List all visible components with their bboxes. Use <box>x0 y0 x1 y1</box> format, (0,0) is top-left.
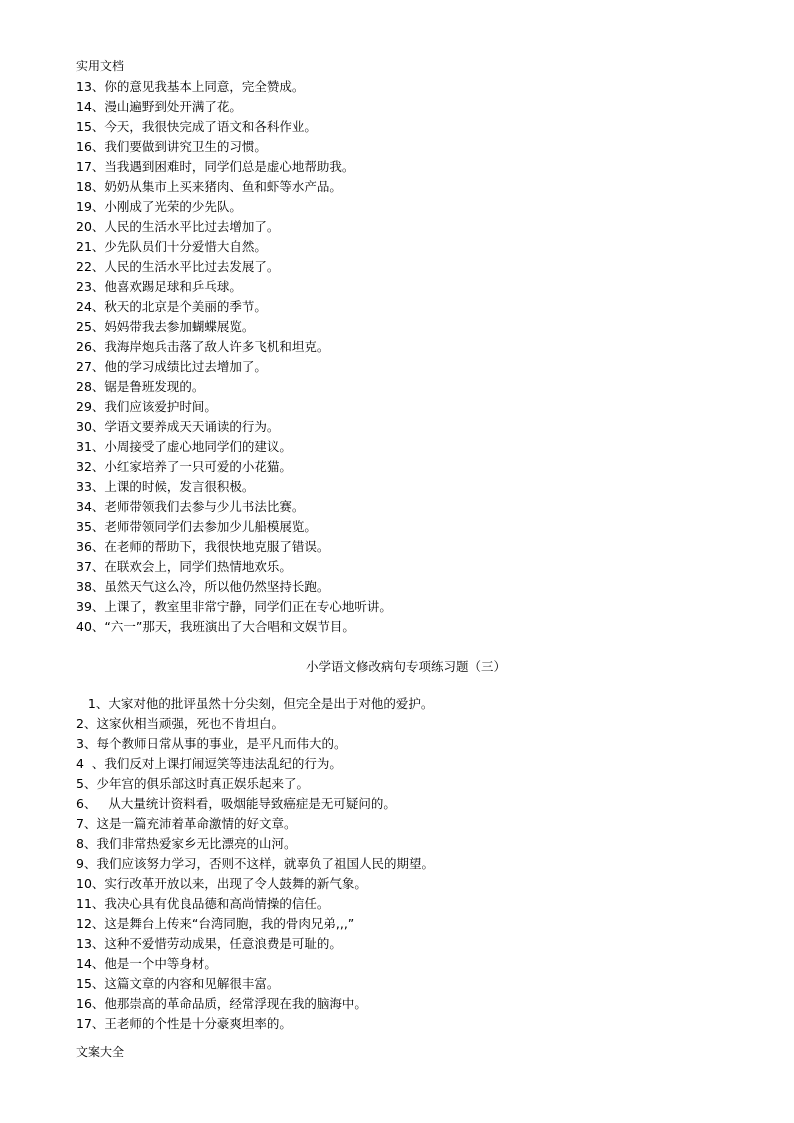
list-item: 7、这是一篇充沛着革命激情的好文章。 <box>76 816 297 831</box>
list-item: 37、在联欢会上，同学们热情地欢乐。 <box>76 559 292 574</box>
list-item: 24、秋天的北京是个美丽的季节。 <box>76 299 267 314</box>
list-item: 20、人民的生活水平比过去增加了。 <box>76 219 280 234</box>
list-item: 30、学语文要养成天天诵读的行为。 <box>76 419 280 434</box>
list-item: 27、他的学习成绩比过去增加了。 <box>76 359 267 374</box>
list-item: 15、今天，我很快完成了语文和各科作业。 <box>76 119 317 134</box>
sentence-list-part-3 <box>76 694 736 1034</box>
list-item: 29、我们应该爱护时间。 <box>76 399 217 414</box>
section-title: 小学语文修改病句专项练习题（三） <box>305 659 506 674</box>
list-item: 15、这篇文章的内容和见解很丰富。 <box>76 976 280 991</box>
list-item: 40、“六一”那天，我班演出了大合唱和文娱节目。 <box>76 619 355 634</box>
list-item: 16、他那崇高的革命品质，经常浮现在我的脑海中。 <box>76 996 367 1011</box>
list-item: 32、小红家培养了一只可爱的小花猫。 <box>76 459 292 474</box>
list-item: 6、 从大量统计资料看，吸烟能导致癌症是无可疑问的。 <box>76 796 396 811</box>
list-item: 33、上课的时候，发言很积极。 <box>76 479 255 494</box>
list-item: 4 、我们反对上课打闹逗笑等违法乱纪的行为。 <box>76 756 342 771</box>
list-item: 1、大家对他的批评虽然十分尖刻，但完全是出于对他的爱护。 <box>76 696 434 711</box>
list-item: 5、少年宫的俱乐部这时真正娱乐起来了。 <box>76 776 309 791</box>
list-item: 9、我们应该努力学习，否则不这样，就辜负了祖国人民的期望。 <box>76 856 434 871</box>
list-item: 17、当我遇到困难时，同学们总是虚心地帮助我。 <box>76 159 355 174</box>
list-item: 35、老师带领同学们去参加少儿船模展览。 <box>76 519 317 534</box>
list-item: 3、每个教师日常从事的事业，是平凡而伟大的。 <box>76 736 347 751</box>
list-item: 14、漫山遍野到处开满了花。 <box>76 99 242 114</box>
list-item: 36、在老师的帮助下，我很快地克服了错误。 <box>76 539 330 554</box>
list-item: 26、我海岸炮兵击落了敌人许多飞机和坦克。 <box>76 339 330 354</box>
list-item: 23、他喜欢踢足球和乒乓球。 <box>76 279 242 294</box>
sentence-list-part-2 <box>76 77 736 637</box>
list-item: 2、这家伙相当顽强，死也不肯坦白。 <box>76 716 284 731</box>
page-footer-label: 文案大全 <box>76 1045 125 1059</box>
list-item: 10、实行改革开放以来，出现了令人鼓舞的新气象。 <box>76 876 367 891</box>
page-header-label: 实用文档 <box>76 59 125 73</box>
list-item: 16、我们要做到讲究卫生的习惯。 <box>76 139 267 154</box>
list-item: 22、人民的生活水平比过去发展了。 <box>76 259 280 274</box>
list-item: 38、虽然天气这么冷，所以他仍然坚持长跑。 <box>76 579 330 594</box>
list-item: 18、奶奶从集市上买来猪肉、鱼和虾等水产品。 <box>76 179 342 194</box>
list-item: 11、我决心具有优良品德和高尚情操的信任。 <box>76 896 330 911</box>
list-item: 34、老师带领我们去参与少儿书法比赛。 <box>76 499 305 514</box>
list-item: 14、他是一个中等身材。 <box>76 956 217 971</box>
list-item: 8、我们非常热爱家乡无比漂亮的山河。 <box>76 836 297 851</box>
list-item: 19、小刚成了光荣的少先队。 <box>76 199 242 214</box>
list-item: 28、锯是鲁班发现的。 <box>76 379 205 394</box>
list-item: 25、妈妈带我去参加蝴蝶展览。 <box>76 319 255 334</box>
list-item: 39、上课了，教室里非常宁静，同学们正在专心地听讲。 <box>76 599 392 614</box>
list-item: 21、少先队员们十分爱惜大自然。 <box>76 239 267 254</box>
list-item: 12、这是舞台上传来“台湾同胞，我的骨肉兄弟,,,” <box>76 916 355 931</box>
list-item: 13、你的意见我基本上同意，完全赞成。 <box>76 79 305 94</box>
list-item: 17、王老师的个性是十分豪爽坦率的。 <box>76 1016 292 1031</box>
list-item: 31、小周接受了虚心地同学们的建议。 <box>76 439 292 454</box>
list-item: 13、这种不爱惜劳动成果，任意浪费是可耻的。 <box>76 936 342 951</box>
